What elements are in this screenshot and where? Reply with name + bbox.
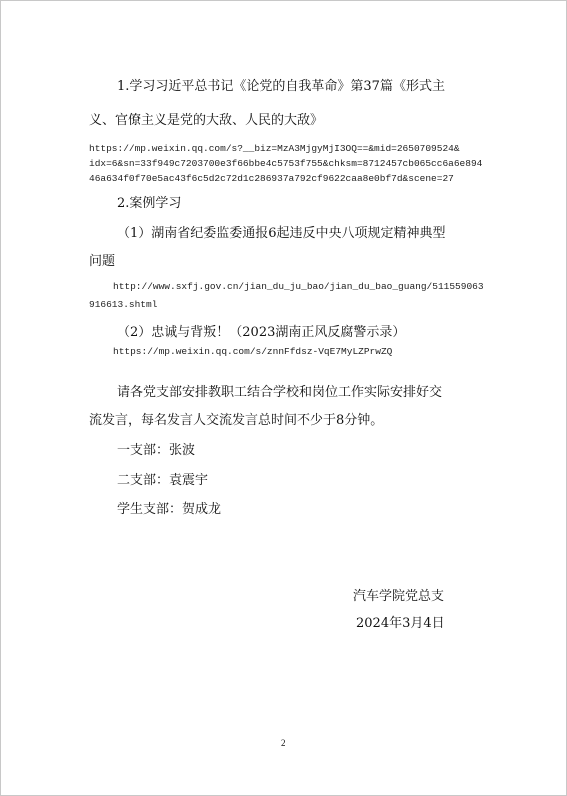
signature-date: 2024年3月4日 (356, 616, 445, 631)
item1-link-line3[interactable]: 46a634f0f70e5ac43f6c5d2c72d1c286937a792cf9622caa8e0bf7d&scene=27 (89, 173, 454, 184)
item1-link-line2[interactable]: idx=6&sn=33f949c7203700e3f66bbe4c5753f755&chksm=8712457cb065cc6a6e894 (89, 158, 483, 169)
item1-title-line1: 1.学习习近平总书记《论党的自我革命》第37篇《形式主 (117, 79, 445, 94)
case2-link[interactable]: https://mp.weixin.qq.com/s/znnFfdsz-VqE7MyLZPrwZQ (113, 346, 393, 357)
case2-title: （2）忠诚与背叛！（2023湖南正风反腐警示录） (117, 325, 406, 340)
case1-title-line2: 问题 (89, 254, 116, 269)
student-branch-speaker: 学生支部：贺成龙 (117, 502, 222, 517)
case1-link-line1[interactable]: http://www.sxfj.gov.cn/jian_du_ju_bao/jian_du_bao_guang/511559063 (113, 281, 484, 292)
notice-line2: 流发言，每名发言人交流发言总时间不少于8分钟。 (89, 413, 384, 428)
case1-link-line2[interactable]: 916613.shtml (89, 299, 158, 310)
branch-two-speaker: 二支部：袁震宇 (117, 473, 209, 488)
item1-link-line1[interactable]: https://mp.weixin.qq.com/s?__biz=MzA3MjgyMjI3OQ==&mid=2650709524& (89, 143, 460, 154)
case1-title-line1: （1）湖南省纪委监委通报6起违反中央八项规定精神典型 (117, 226, 446, 241)
signature-org: 汽车学院党总支 (353, 589, 445, 604)
branch-one-speaker: 一支部：张波 (117, 443, 196, 458)
notice-line1: 请各党支部安排教职工结合学校和岗位工作实际安排好交 (117, 385, 443, 400)
item2-heading: 2.案例学习 (117, 196, 182, 211)
page-number: 2 (281, 738, 286, 748)
item1-title-line2: 义、官僚主义是党的大敌、人民的大敌》 (89, 113, 324, 128)
